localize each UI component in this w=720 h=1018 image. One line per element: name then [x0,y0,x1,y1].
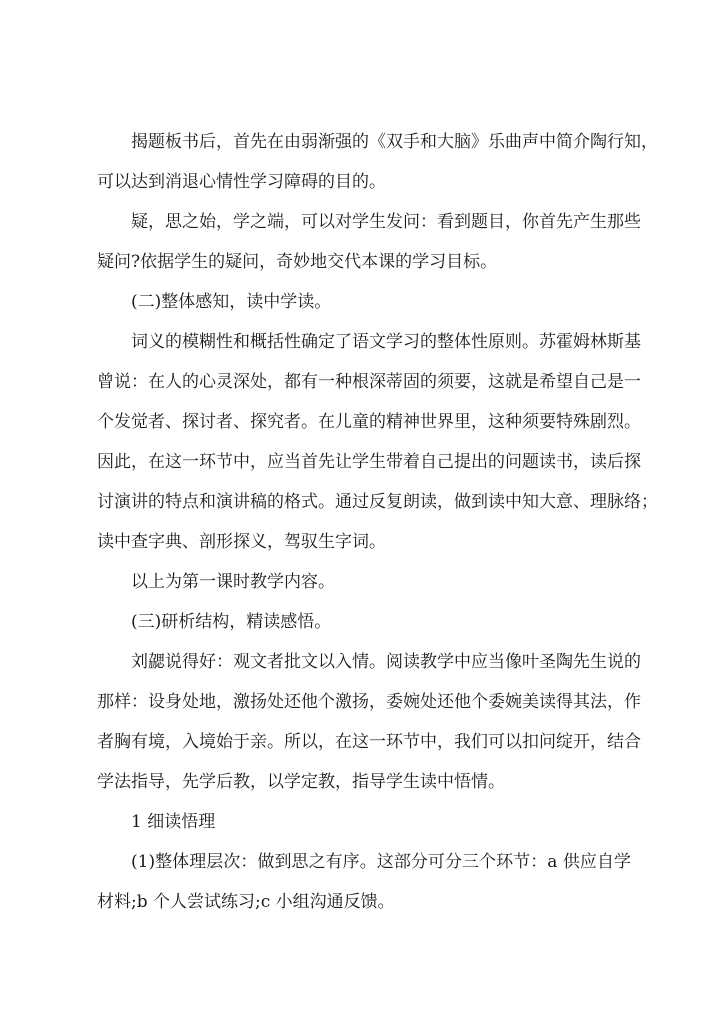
paragraph-line: 因此，在这一环节中，应当首先让学生带着自己提出的问题读书，读后探 [97,452,641,472]
paragraph-line: 讨演讲的特点和演讲稿的格式。通过反复朗读，做到读中知大意、理脉络； [97,492,658,512]
section-heading: (三)研析结构，精读感悟。 [131,612,332,632]
paragraph-line: 疑，思之始，学之端，可以对学生发问：看到题目，你首先产生那些 [131,212,641,232]
paragraph-line: 刘勰说得好：观文者批文以入情。阅读教学中应当像叶圣陶先生说的 [131,652,641,672]
paragraph-line: 揭题板书后，首先在由弱渐强的《双手和大脑》乐曲声中简介陶行知， [131,132,658,152]
paragraph-line: 材料;b 个人尝试练习;c 小组沟通反馈。 [97,892,395,912]
paragraph-line: (1)整体理层次：做到思之有序。这部分可分三个环节：a 供应自学 [131,852,631,872]
section-heading: (二)整体感知，读中学读。 [131,292,332,312]
paragraph-line: 学法指导，先学后教，以学定教，指导学生读中悟情。 [97,772,505,792]
paragraph-line: 以上为第一课时教学内容。 [131,572,335,592]
paragraph-line: 曾说：在人的心灵深处，都有一种根深蒂固的须要，这就是希望自己是一 [97,372,641,392]
paragraph-line: 读中查字典、剖形探义，驾驭生字词。 [97,532,386,552]
paragraph-line: 个发觉者、探讨者、探究者。在儿童的精神世界里，这种须要特殊剧烈。 [97,412,641,432]
paragraph-line: 者胸有境，入境始于亲。所以，在这一环节中，我们可以扣问绽开，结合 [97,732,641,752]
paragraph-line: 疑问?依据学生的疑问，奇妙地交代本课的学习目标。 [97,252,498,272]
paragraph-line: 词义的模糊性和概括性确定了语文学习的整体性原则。苏霍姆林斯基 [131,332,641,352]
paragraph-line: 那样：设身处地，激扬处还他个激扬，委婉处还他个委婉美读得其法，作 [97,692,641,712]
paragraph-line: 可以达到消退心情性学习障碍的目的。 [97,172,386,192]
subsection-heading: 1 细读悟理 [131,812,216,832]
